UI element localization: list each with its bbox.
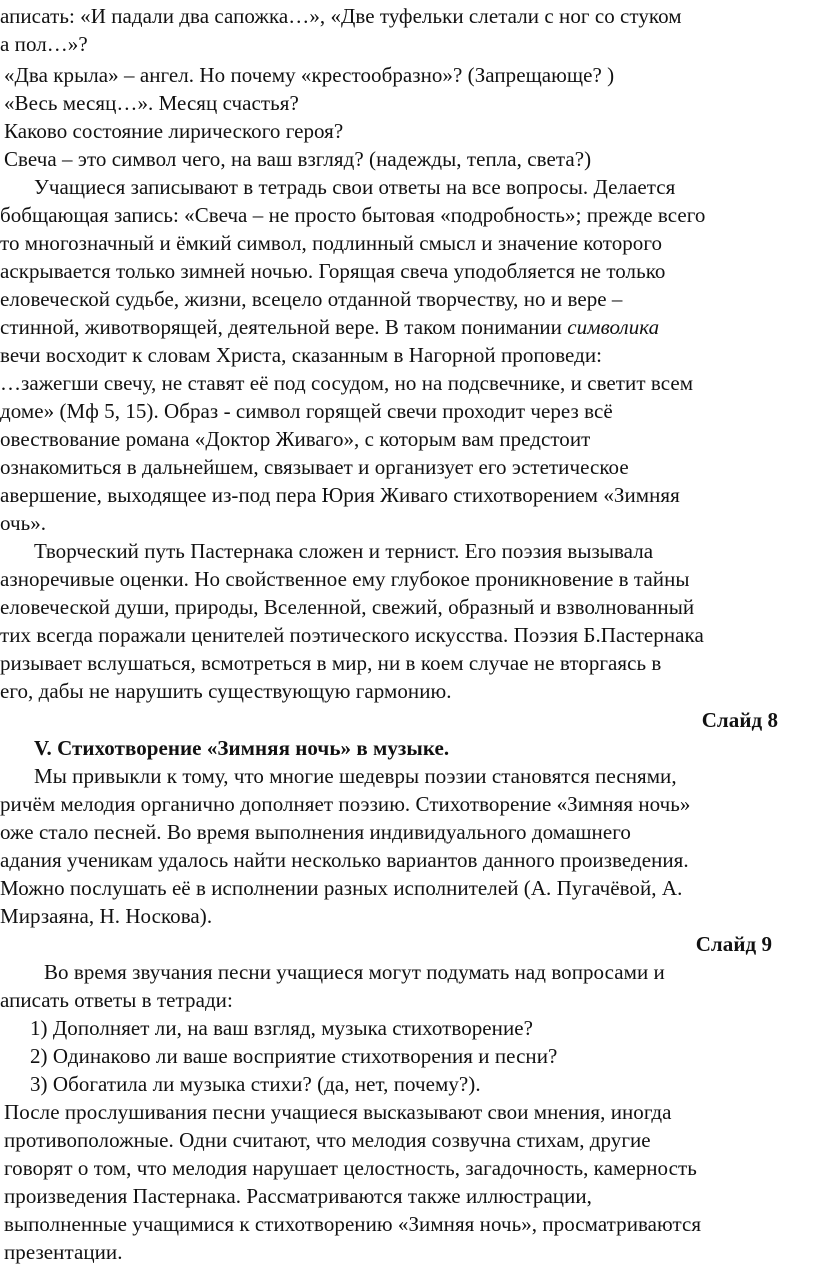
text-line: Свеча – это символ чего, на ваш взгляд? (надежды, тепла, света?) [4, 147, 592, 171]
text-line: «Весь месяц…». Месяц счастья? [4, 91, 299, 115]
list-item: 1) Дополняет ли, на ваш взгляд, музыка стихотворение? [30, 1016, 533, 1040]
paragraph-first-line: Учащиеся записывают в тетрадь свои ответы на все вопросы. Делается [34, 175, 676, 199]
text-line: противоположные. Одни считают, что мелодия созвучна стихам, другие [4, 1128, 651, 1152]
italic-term: символика [567, 315, 660, 339]
text-line [0, 315, 659, 339]
text-line: ознакомиться в дальнейшем, связывает и организует его эстетическое [0, 455, 629, 479]
text-line: презентации. [4, 1240, 123, 1264]
slide-label: Слайд 8 [701, 708, 778, 732]
text-line: Каково состояние лирического героя? [4, 119, 344, 143]
text-line: еловеческой души, природы, Вселенной, свежий, образный и взволнованный [0, 595, 695, 619]
text-line: оже стало песней. Во время выполнения индивидуального домашнего [0, 820, 631, 844]
text-line: еловеческой судьбе, жизни, всецело отданной творчеству, но и вере – [0, 287, 623, 311]
text-line: аписать: «И падали два сапожка…», «Две туфельки слетали с ног со стуком [0, 4, 682, 28]
text-line: После прослушивания песни учащиеся высказывают свои мнения, иногда [4, 1100, 672, 1124]
paragraph-first-line: Мы привыкли к тому, что многие шедевры поэзии становятся песнями, [34, 764, 677, 788]
text-line: овествование романа «Доктор Живаго», с которым вам предстоит [0, 427, 591, 451]
text-segment: стинной, животворящей, деятельной вере. В таком понимании [0, 315, 562, 339]
text-line: аскрывается только зимней ночью. Горящая свеча уподобляется не только [0, 259, 666, 283]
text-line: доме» (Мф 5, 15). Образ - символ горящей свечи проходит через всё [0, 399, 613, 423]
text-line: ризывает вслушаться, всмотреться в мир, ни в коем случае не вторгаясь в [0, 651, 662, 675]
text-line: азноречивые оценки. Но свойственное ему глубокое проникновение в тайны [0, 567, 690, 591]
text-line: «Два крыла» – ангел. Но почему «крестообразно»? (Запрещающе? ) [4, 63, 615, 87]
text-line: а пол…»? [0, 32, 88, 56]
list-item: 3) Обогатила ли музыка стихи? (да, нет, почему?). [30, 1072, 481, 1096]
text-line: тих всегда поражали ценителей поэтического искусства. Поэзия Б.Пастернака [0, 623, 704, 647]
text-line: аписать ответы в тетради: [0, 988, 233, 1012]
paragraph-first-line: Творческий путь Пастернака сложен и тернист. Его поэзия вызывала [34, 539, 654, 563]
text-line: произведения Пастернака. Рассматриваются также иллюстрации, [4, 1184, 592, 1208]
text-line: очь». [0, 511, 47, 535]
text-line: Можно послушать её в исполнении разных исполнителей (А. Пугачёвой, А. [0, 876, 683, 900]
text-line: авершение, выходящее из-под пера Юрия Живаго стихотворением «Зимняя [0, 483, 680, 507]
text-line: бобщающая запись: «Свеча – не просто бытовая «подробность»; прежде всего [0, 203, 706, 227]
text-line: говорят о том, что мелодия нарушает целостность, загадочность, камерность [4, 1156, 697, 1180]
slide-label: Слайд 9 [695, 932, 772, 956]
text-line: Мирзаяна, Н. Носкова). [0, 904, 213, 928]
list-item: 2) Одинаково ли ваше восприятие стихотворения и песни? [30, 1044, 558, 1068]
text-line: …зажегши свечу, не ставят её под сосудом, но на подсвечнике, и светит всем [0, 371, 694, 395]
paragraph-first-line: Во время звучания песни учащиеся могут подумать над вопросами и [44, 960, 665, 984]
text-line: адания ученикам удалось найти несколько вариантов данного произведения. [0, 848, 689, 872]
section-heading: V. Стихотворение «Зимняя ночь» в музыке. [34, 736, 450, 760]
text-line: ричём мелодия органично дополняет поэзию. Стихотворение «Зимняя ночь» [0, 792, 691, 816]
text-line: то многозначный и ёмкий символ, подлинный смысл и значение которого [0, 231, 663, 255]
text-line: его, дабы не нарушить существующую гармонию. [0, 679, 452, 703]
text-line: выполненные учащимися к стихотворению «Зимняя ночь», просматриваются [4, 1212, 702, 1236]
text-line: вечи восходит к словам Христа, сказанным в Нагорной проповеди: [0, 343, 603, 367]
